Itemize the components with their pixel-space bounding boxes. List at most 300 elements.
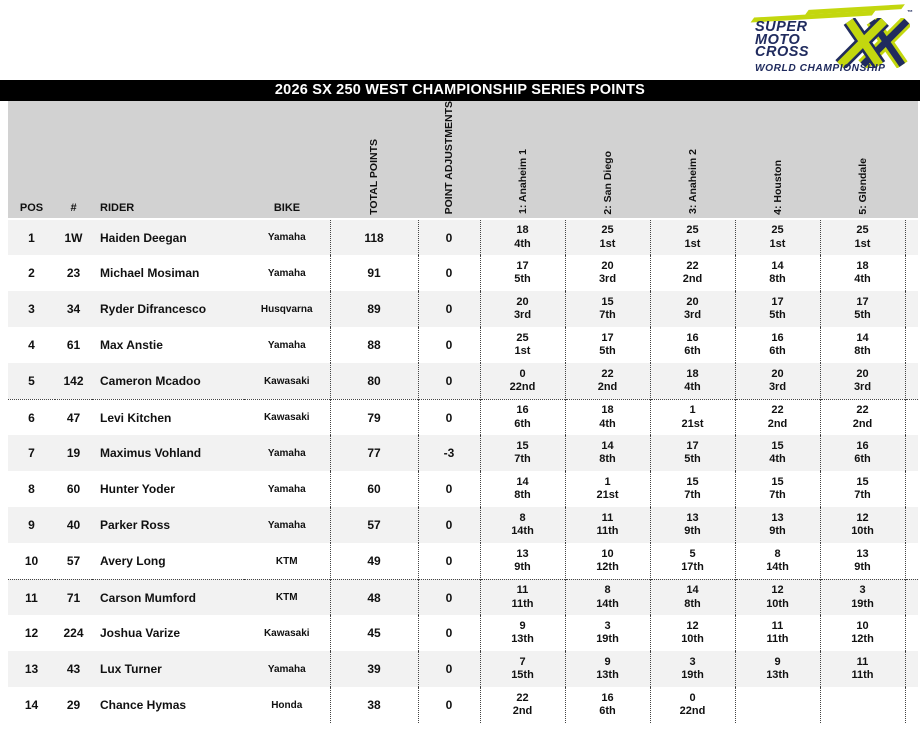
- cell-total-points: 57: [330, 507, 418, 543]
- col-header-round-3: [650, 101, 735, 219]
- cell-round-result: [735, 219, 820, 255]
- round-finish: 3rd: [768, 381, 787, 394]
- supermotocross-logo: [753, 5, 913, 74]
- round-finish: 2nd: [767, 417, 788, 430]
- header-filler: [905, 101, 918, 219]
- cell-point-adjustments: 0: [418, 579, 480, 615]
- cell-number: 34: [55, 291, 92, 327]
- cell-total-points: 91: [330, 255, 418, 291]
- round-points: 8: [519, 511, 526, 524]
- round-finish: 9th: [769, 525, 786, 538]
- round-points: 14: [856, 331, 869, 344]
- round-finish: 1st: [684, 237, 701, 250]
- round-points: 13: [771, 511, 784, 524]
- round-points: 18: [601, 404, 614, 417]
- standings-body: [8, 219, 918, 723]
- cell-round-result: [735, 507, 820, 543]
- cell-round-result: [480, 471, 565, 507]
- round-finish: 11th: [511, 597, 534, 610]
- cell-bike: Honda: [244, 687, 330, 723]
- page-top-margin: [0, 0, 920, 80]
- col-header-pos: POS: [8, 101, 55, 219]
- cell-round-result: [650, 471, 735, 507]
- cell-total-points: 48: [330, 579, 418, 615]
- cell-bike: Yamaha: [244, 255, 330, 291]
- championship-points-table: [8, 101, 918, 723]
- table-row: [8, 291, 918, 327]
- cell-number: 23: [55, 255, 92, 291]
- cell-number: 224: [55, 615, 92, 651]
- round-finish: 12th: [851, 633, 874, 646]
- round-finish: 7th: [854, 489, 871, 502]
- row-filler: [905, 507, 918, 543]
- round-finish: 4th: [854, 273, 871, 286]
- cell-round-result: [650, 255, 735, 291]
- round-finish: 8th: [599, 453, 616, 466]
- cell-round-result: [480, 543, 565, 579]
- cell-round-result: [735, 255, 820, 291]
- cell-round-result: [480, 507, 565, 543]
- round-points: 18: [516, 224, 529, 237]
- cell-round-result: [565, 543, 650, 579]
- round-points: 15: [516, 439, 529, 452]
- cell-round-result: [820, 471, 905, 507]
- table-row: [8, 543, 918, 579]
- cell-round-result: [480, 579, 565, 615]
- round-finish: 5th: [854, 309, 871, 322]
- round-points: 10: [856, 619, 869, 632]
- round-points: 14: [516, 475, 529, 488]
- cell-round-result: [735, 471, 820, 507]
- cell-number: 60: [55, 471, 92, 507]
- round-points: 12: [771, 584, 784, 597]
- cell-round-result: [650, 615, 735, 651]
- round-points: 17: [856, 295, 869, 308]
- cell-round-result: [565, 579, 650, 615]
- table-row: [8, 507, 918, 543]
- round-finish: 14th: [511, 525, 534, 538]
- cell-round-result: [650, 579, 735, 615]
- cell-round-result: [565, 471, 650, 507]
- cell-bike: Yamaha: [244, 471, 330, 507]
- rotated-label: POINT ADJUSTMENTS: [443, 101, 455, 215]
- cell-point-adjustments: 0: [418, 687, 480, 723]
- cell-point-adjustments: 0: [418, 471, 480, 507]
- cell-round-result: [480, 435, 565, 471]
- round-points: 16: [856, 439, 869, 452]
- round-finish: 1st: [514, 345, 531, 358]
- round-points: 22: [601, 367, 614, 380]
- cell-bike: Yamaha: [244, 327, 330, 363]
- cell-total-points: 77: [330, 435, 418, 471]
- cell-point-adjustments: 0: [418, 327, 480, 363]
- cell-round-result: [820, 651, 905, 687]
- cell-round-result: [650, 435, 735, 471]
- round-points: 14: [686, 584, 699, 597]
- rotated-label: TOTAL POINTS: [368, 138, 380, 215]
- cell-bike: Yamaha: [244, 435, 330, 471]
- cell-round-result: [565, 435, 650, 471]
- cell-round-result: [735, 435, 820, 471]
- row-filler: [905, 255, 918, 291]
- round-finish: 17th: [681, 561, 704, 574]
- round-finish: 8th: [514, 489, 531, 502]
- cell-round-result: [480, 687, 565, 723]
- cell-rider: Maximus Vohland: [92, 435, 244, 471]
- round-points: 25: [856, 224, 869, 237]
- cell-round-result: [735, 399, 820, 435]
- round-finish: 1st: [854, 237, 871, 250]
- table-row: [8, 651, 918, 687]
- round-points: 16: [686, 331, 699, 344]
- cell-pos: 11: [8, 579, 55, 615]
- round-finish: 5th: [599, 345, 616, 358]
- cell-round-result: [480, 327, 565, 363]
- round-finish: 4th: [684, 381, 701, 394]
- cell-number: 142: [55, 363, 92, 399]
- cell-rider: Haiden Deegan: [92, 219, 244, 255]
- cell-point-adjustments: -3: [418, 435, 480, 471]
- cell-number: 29: [55, 687, 92, 723]
- cell-round-result: [820, 687, 905, 723]
- row-filler: [905, 399, 918, 435]
- round-finish: 4th: [599, 417, 616, 430]
- rotated-label: 4: Houston: [771, 159, 784, 215]
- row-filler: [905, 327, 918, 363]
- row-filler: [905, 579, 918, 615]
- logo-word-moto: MOTO: [755, 31, 801, 48]
- round-points: 15: [686, 475, 699, 488]
- logo-subtitle: WORLD CHAMPIONSHIP: [755, 63, 886, 74]
- round-points: 15: [771, 439, 784, 452]
- round-finish: 21st: [681, 417, 704, 430]
- cell-number: 71: [55, 579, 92, 615]
- cell-point-adjustments: 0: [418, 507, 480, 543]
- cell-number: 47: [55, 399, 92, 435]
- round-points: 8: [774, 547, 781, 560]
- round-points: 17: [686, 439, 699, 452]
- round-finish: 19th: [596, 633, 619, 646]
- round-finish: 2nd: [682, 273, 703, 286]
- round-points: 25: [686, 224, 699, 237]
- cell-total-points: 45: [330, 615, 418, 651]
- cell-pos: 6: [8, 399, 55, 435]
- round-points: 17: [771, 295, 784, 308]
- row-filler: [905, 435, 918, 471]
- rotated-label: 5: Glendale: [856, 157, 869, 215]
- cell-round-result: [565, 687, 650, 723]
- cell-point-adjustments: 0: [418, 615, 480, 651]
- round-finish: 7th: [514, 453, 531, 466]
- cell-rider: Chance Hymas: [92, 687, 244, 723]
- cell-round-result: [735, 543, 820, 579]
- table-title-bar: [0, 80, 920, 101]
- cell-point-adjustments: 0: [418, 399, 480, 435]
- logo-wordmark: [755, 21, 809, 59]
- cell-rider: Parker Ross: [92, 507, 244, 543]
- round-finish: 2nd: [597, 381, 618, 394]
- cell-rider: Carson Mumford: [92, 579, 244, 615]
- cell-pos: 3: [8, 291, 55, 327]
- round-points: 20: [516, 295, 529, 308]
- cell-total-points: 79: [330, 399, 418, 435]
- cell-bike: Kawasaki: [244, 363, 330, 399]
- round-finish: 3rd: [683, 309, 702, 322]
- cell-pos: 14: [8, 687, 55, 723]
- round-points: 11: [856, 655, 869, 668]
- round-finish: 22nd: [679, 705, 706, 718]
- cell-number: 1W: [55, 219, 92, 255]
- round-points: 22: [686, 259, 699, 272]
- cell-number: 43: [55, 651, 92, 687]
- round-points: 16: [516, 404, 529, 417]
- cell-total-points: 89: [330, 291, 418, 327]
- round-points: 18: [856, 259, 869, 272]
- cell-point-adjustments: 0: [418, 363, 480, 399]
- cell-round-result: [565, 291, 650, 327]
- round-points: 11: [516, 584, 529, 597]
- round-points: 11: [771, 619, 784, 632]
- header-row: [8, 101, 918, 219]
- cell-rider: Avery Long: [92, 543, 244, 579]
- round-finish: 19th: [681, 669, 704, 682]
- round-points: 15: [856, 475, 869, 488]
- row-filler: [905, 687, 918, 723]
- cell-round-result: [565, 651, 650, 687]
- cell-round-result: [480, 291, 565, 327]
- cell-pos: 9: [8, 507, 55, 543]
- cell-round-result: [820, 543, 905, 579]
- row-filler: [905, 615, 918, 651]
- cell-round-result: [650, 507, 735, 543]
- round-finish: 6th: [599, 705, 616, 718]
- cell-bike: Yamaha: [244, 651, 330, 687]
- round-finish: 14th: [596, 597, 619, 610]
- cell-round-result: [650, 399, 735, 435]
- round-finish: 9th: [854, 561, 871, 574]
- cell-round-result: [480, 255, 565, 291]
- round-finish: 6th: [514, 417, 531, 430]
- col-header-number: #: [55, 101, 92, 219]
- cell-round-result: [820, 579, 905, 615]
- table-row: [8, 399, 918, 435]
- round-points: 9: [774, 655, 781, 668]
- round-points: 20: [686, 295, 699, 308]
- cell-round-result: [565, 327, 650, 363]
- cell-point-adjustments: 0: [418, 255, 480, 291]
- logo-word-super: SUPER: [755, 19, 808, 35]
- round-finish: 9th: [684, 525, 701, 538]
- cell-round-result: [735, 615, 820, 651]
- round-points: 3: [859, 584, 866, 597]
- round-finish: 19th: [851, 597, 874, 610]
- round-points: 25: [601, 224, 614, 237]
- table-row: [8, 255, 918, 291]
- round-finish: 8th: [769, 273, 786, 286]
- round-finish: 7th: [599, 309, 616, 322]
- cell-round-result: [820, 327, 905, 363]
- round-finish: 5th: [684, 453, 701, 466]
- cell-total-points: 88: [330, 327, 418, 363]
- cell-round-result: [820, 363, 905, 399]
- round-finish: 1st: [769, 237, 786, 250]
- cell-round-result: [820, 435, 905, 471]
- round-points: 8: [604, 584, 611, 597]
- round-finish: 2nd: [852, 417, 873, 430]
- col-header-round-1: [480, 101, 565, 219]
- round-points: 13: [856, 547, 869, 560]
- cell-round-result: [650, 651, 735, 687]
- table-row: [8, 327, 918, 363]
- col-header-total-points: [330, 101, 418, 219]
- cell-pos: 7: [8, 435, 55, 471]
- round-finish: 10th: [851, 525, 874, 538]
- round-finish: 9th: [514, 561, 531, 574]
- cell-round-result: [735, 579, 820, 615]
- round-points: 11: [601, 511, 614, 524]
- round-finish: 10th: [766, 597, 789, 610]
- round-points: 17: [601, 331, 614, 344]
- round-points: 16: [771, 331, 784, 344]
- page-title: 2026 SX 250 WEST CHAMPIONSHIP SERIES POINTS: [274, 82, 646, 98]
- cell-rider: Cameron Mcadoo: [92, 363, 244, 399]
- cell-total-points: 38: [330, 687, 418, 723]
- cell-round-result: [650, 363, 735, 399]
- col-header-rider: RIDER: [92, 101, 244, 219]
- row-filler: [905, 291, 918, 327]
- cell-round-result: [735, 363, 820, 399]
- cell-bike: Kawasaki: [244, 399, 330, 435]
- round-points: 14: [771, 259, 784, 272]
- cell-round-result: [735, 651, 820, 687]
- rotated-label: 2: San Diego: [601, 150, 614, 215]
- round-finish: 12th: [596, 561, 619, 574]
- row-filler: [905, 219, 918, 255]
- round-finish: 4th: [769, 453, 786, 466]
- col-header-bike: BIKE: [244, 101, 330, 219]
- cell-total-points: 118: [330, 219, 418, 255]
- col-header-round-4: [735, 101, 820, 219]
- round-points: 1: [689, 404, 696, 417]
- col-header-round-5: [820, 101, 905, 219]
- table-row: [8, 471, 918, 507]
- cell-round-result: [565, 255, 650, 291]
- round-points: 22: [516, 691, 529, 704]
- cell-bike: Yamaha: [244, 507, 330, 543]
- round-points: 20: [771, 367, 784, 380]
- cell-round-result: [565, 363, 650, 399]
- round-points: 12: [686, 619, 699, 632]
- round-points: 10: [601, 547, 614, 560]
- cell-pos: 13: [8, 651, 55, 687]
- cell-bike: KTM: [244, 543, 330, 579]
- cell-bike: Husqvarna: [244, 291, 330, 327]
- table-row: [8, 219, 918, 255]
- round-finish: 6th: [769, 345, 786, 358]
- round-finish: 6th: [684, 345, 701, 358]
- round-finish: 11th: [766, 633, 789, 646]
- row-filler: [905, 471, 918, 507]
- table-row: [8, 687, 918, 723]
- cell-point-adjustments: 0: [418, 543, 480, 579]
- cell-round-result: [480, 399, 565, 435]
- cell-round-result: [650, 327, 735, 363]
- round-finish: 7th: [769, 489, 786, 502]
- round-finish: 8th: [854, 345, 871, 358]
- round-points: 3: [604, 619, 611, 632]
- cell-round-result: [565, 399, 650, 435]
- cell-round-result: [480, 615, 565, 651]
- cell-total-points: 39: [330, 651, 418, 687]
- round-finish: 5th: [769, 309, 786, 322]
- cell-round-result: [735, 291, 820, 327]
- round-points: 5: [689, 547, 696, 560]
- round-points: 13: [516, 547, 529, 560]
- round-finish: 15th: [511, 669, 534, 682]
- round-finish: 4th: [514, 237, 531, 250]
- cell-round-result: [820, 399, 905, 435]
- cell-round-result: [820, 507, 905, 543]
- cell-round-result: [480, 219, 565, 255]
- cell-round-result: [820, 291, 905, 327]
- round-points: 7: [519, 655, 526, 668]
- round-points: 0: [689, 691, 696, 704]
- trademark-symbol: ™: [907, 10, 913, 16]
- cell-rider: Hunter Yoder: [92, 471, 244, 507]
- cell-point-adjustments: 0: [418, 219, 480, 255]
- cell-number: 61: [55, 327, 92, 363]
- round-finish: 1st: [599, 237, 616, 250]
- cell-bike: Kawasaki: [244, 615, 330, 651]
- cell-pos: 5: [8, 363, 55, 399]
- round-points: 25: [516, 331, 529, 344]
- round-finish: 5th: [514, 273, 531, 286]
- cell-rider: Lux Turner: [92, 651, 244, 687]
- cell-number: 57: [55, 543, 92, 579]
- cell-total-points: 60: [330, 471, 418, 507]
- cell-pos: 4: [8, 327, 55, 363]
- round-finish: 3rd: [513, 309, 532, 322]
- cell-round-result: [480, 363, 565, 399]
- row-filler: [905, 543, 918, 579]
- cell-pos: 10: [8, 543, 55, 579]
- round-points: 20: [856, 367, 869, 380]
- round-finish: 2nd: [512, 705, 533, 718]
- cell-total-points: 80: [330, 363, 418, 399]
- round-finish: 22nd: [509, 381, 536, 394]
- cell-number: 40: [55, 507, 92, 543]
- round-points: 9: [519, 619, 526, 632]
- rotated-label: 1: Anaheim 1: [516, 149, 529, 215]
- cell-round-result: [820, 255, 905, 291]
- round-finish: 3rd: [598, 273, 617, 286]
- round-finish: 7th: [684, 489, 701, 502]
- cell-total-points: 49: [330, 543, 418, 579]
- cell-bike: Yamaha: [244, 219, 330, 255]
- cell-round-result: [735, 687, 820, 723]
- col-header-point-adjustments: [418, 101, 480, 219]
- table-row: [8, 363, 918, 399]
- round-points: 20: [601, 259, 614, 272]
- round-points: 12: [856, 511, 869, 524]
- cell-number: 19: [55, 435, 92, 471]
- round-points: 15: [601, 295, 614, 308]
- cell-round-result: [565, 615, 650, 651]
- round-points: 18: [686, 367, 699, 380]
- row-filler: [905, 651, 918, 687]
- row-filler: [905, 363, 918, 399]
- round-finish: 10th: [681, 633, 704, 646]
